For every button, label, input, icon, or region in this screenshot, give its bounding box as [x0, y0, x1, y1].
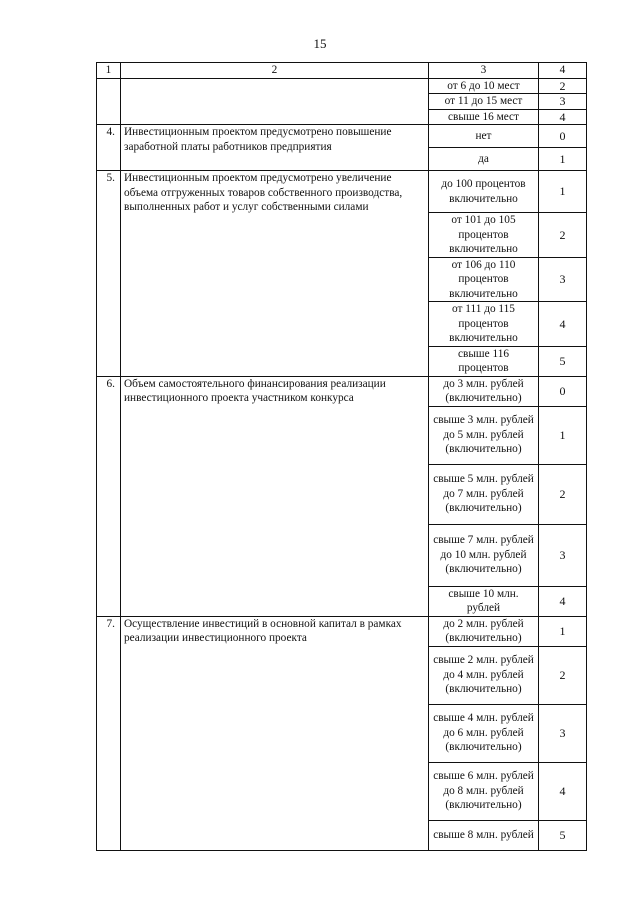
condition-cell: от 106 до 110 процентов включительно: [429, 257, 539, 302]
score-cell: 3: [539, 94, 587, 110]
condition-cell: свыше 3 млн. рублей до 5 млн. рублей (включительно): [429, 406, 539, 464]
criterion-number: 4.: [97, 125, 121, 171]
score-cell: 1: [539, 616, 587, 646]
header-col-3: 3: [429, 63, 539, 79]
score-cell: 5: [539, 346, 587, 376]
score-cell: 3: [539, 524, 587, 586]
table-row: [97, 125, 587, 148]
score-cell: 1: [539, 406, 587, 464]
condition-cell: свыше 16 мест: [429, 109, 539, 125]
score-cell: 2: [539, 464, 587, 524]
condition-cell: свыше 7 млн. рублей до 10 млн. рублей (включительно): [429, 524, 539, 586]
condition-cell: до 100 процентов включительно: [429, 171, 539, 213]
score-cell: 3: [539, 704, 587, 762]
score-cell: 0: [539, 376, 587, 406]
condition-cell: свыше 6 млн. рублей до 8 млн. рублей (включительно): [429, 762, 539, 820]
criterion-text: Инвестиционным проектом предусмотрено повышение заработной платы работников предприятия: [121, 125, 429, 171]
page-number: 15: [313, 36, 327, 51]
condition-cell: свыше 116 процентов: [429, 346, 539, 376]
criterion-text: Инвестиционным проектом предусмотрено увеличение объема отгруженных товаров собственного производства, выполненных работ и услуг собственными силами: [121, 171, 429, 377]
condition-cell: от 111 до 115 процентов включительно: [429, 302, 539, 347]
condition-cell: свыше 8 млн. рублей: [429, 820, 539, 850]
criterion-number: 6.: [97, 376, 121, 616]
criterion-text: [121, 78, 429, 125]
table-row: [97, 376, 587, 406]
condition-cell: до 2 млн. рублей (включительно): [429, 616, 539, 646]
score-cell: 4: [539, 109, 587, 125]
condition-cell: от 11 до 15 мест: [429, 94, 539, 110]
table-row: [97, 616, 587, 646]
condition-cell: от 101 до 105 процентов включительно: [429, 213, 539, 258]
condition-cell: свыше 10 млн. рублей: [429, 586, 539, 616]
score-cell: 4: [539, 586, 587, 616]
score-cell: 1: [539, 171, 587, 213]
condition-cell: от 6 до 10 мест: [429, 78, 539, 94]
score-cell: 2: [539, 78, 587, 94]
header-row: [97, 63, 587, 79]
score-cell: 3: [539, 257, 587, 302]
score-cell: 5: [539, 820, 587, 850]
criterion-number: 5.: [97, 171, 121, 377]
table-row: [97, 78, 587, 94]
condition-cell: нет: [429, 125, 539, 148]
score-cell: 1: [539, 148, 587, 171]
criteria-table-body: [97, 63, 587, 851]
criterion-text: Объем самостоятельного финансирования реализации инвестиционного проекта участником конкурса: [121, 376, 429, 616]
criterion-number: [97, 78, 121, 125]
condition-cell: свыше 4 млн. рублей до 6 млн. рублей (включительно): [429, 704, 539, 762]
condition-cell: свыше 5 млн. рублей до 7 млн. рублей (включительно): [429, 464, 539, 524]
table-row: [97, 171, 587, 213]
condition-cell: свыше 2 млн. рублей до 4 млн. рублей (включительно): [429, 646, 539, 704]
score-cell: 2: [539, 213, 587, 258]
header-col-2: 2: [121, 63, 429, 79]
condition-cell: да: [429, 148, 539, 171]
header-col-1: 1: [97, 63, 121, 79]
condition-cell: до 3 млн. рублей (включительно): [429, 376, 539, 406]
criterion-number: 7.: [97, 616, 121, 850]
score-cell: 4: [539, 762, 587, 820]
score-cell: 0: [539, 125, 587, 148]
header-col-4: 4: [539, 63, 587, 79]
score-cell: 2: [539, 646, 587, 704]
criteria-table: [96, 62, 587, 851]
score-cell: 4: [539, 302, 587, 347]
criterion-text: Осуществление инвестиций в основной капитал в рамках реализации инвестиционного проекта: [121, 616, 429, 850]
